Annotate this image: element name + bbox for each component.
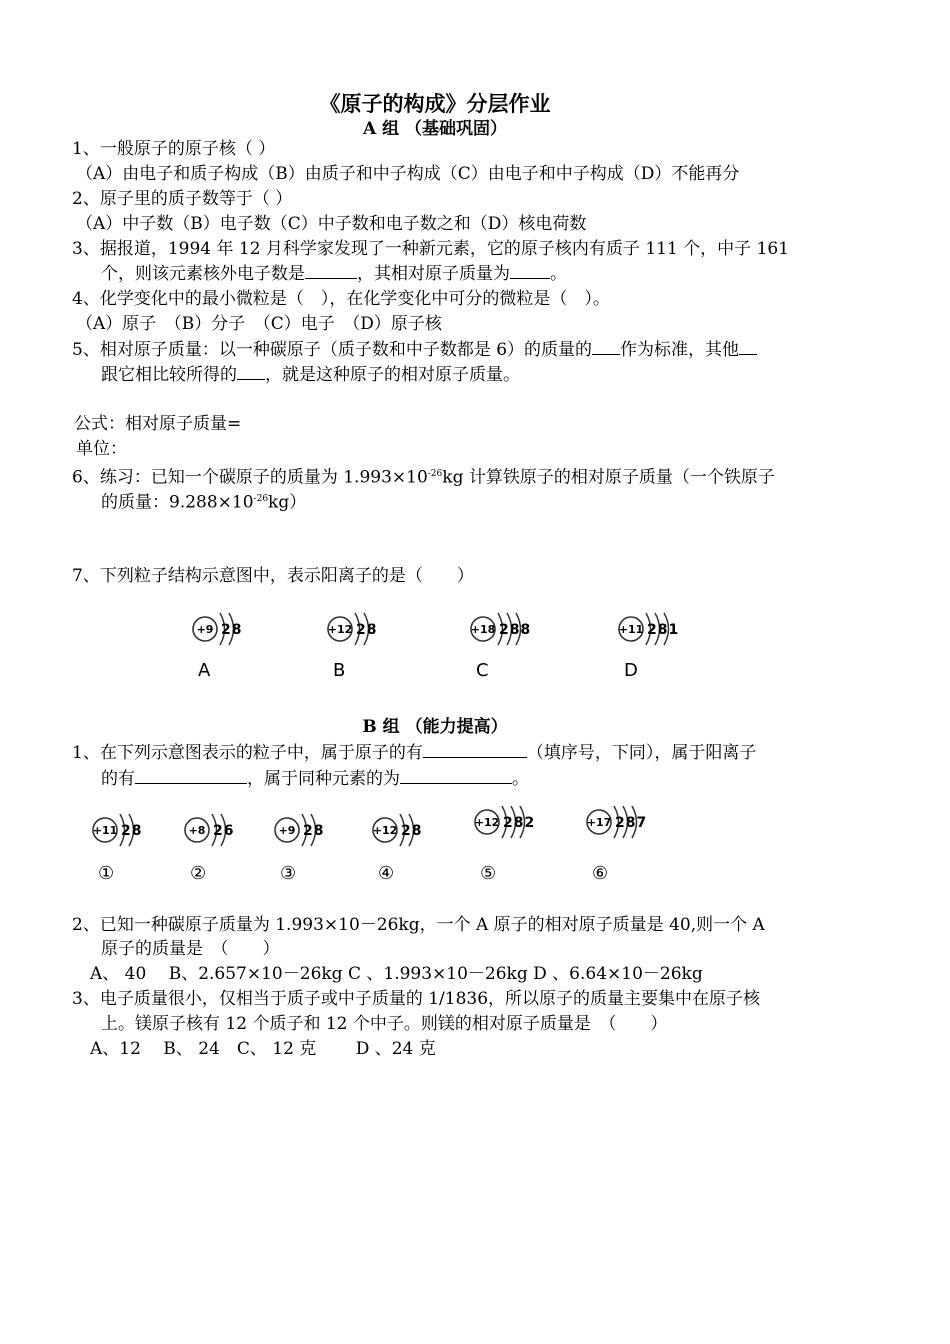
a-q5-line1 [72,338,757,361]
atom-diagram-graphic [584,797,665,847]
atom-diagram-graphic [90,805,162,855]
b-q1-blank-cations[interactable] [135,767,247,784]
b-q1-text-e: 。 [512,769,529,789]
a-q2-stem: 2、原子里的质子数等于（ ） [72,189,293,209]
nucleus-charge: +12 [327,623,353,636]
atom-diagram [90,805,162,884]
a-q1-stem: 1、一般原子的原子核（ ） [72,139,276,159]
electron-counts: 287 [615,815,648,831]
a-q5-text-b: 作为标准，其他 [620,340,740,360]
a-q6-exponent-2: -26 [253,494,269,504]
b-q3-line2: 上。镁原子核有 12 个质子和 12 个中子。则镁的相对原子质量是 （ ） [101,1014,668,1034]
a-q3-blank-mass[interactable] [510,262,550,279]
b-q1-text-d: ，属于同种元素的为 [247,769,400,789]
electron-counts: 28 [401,823,423,839]
b-q1-blank-same-element[interactable] [400,767,512,784]
atom-diagram [584,797,665,884]
electron-counts: 28 [356,622,378,638]
atom-diagram-label: ⑤ [480,863,497,884]
atom-diagram [472,797,553,884]
a-q6-text-c: 的质量：9.288×10 [101,492,254,513]
atom-diagram-graphic [272,805,344,855]
b-q3-line1: 3、电子质量很小，仅相当于质子或中子质量的 1/1836，所以原子的质量主要集中在原子核 [72,989,761,1009]
atom-diagram-label: ④ [378,863,395,884]
a-q4-stem: 4、化学变化中的最小微粒是（ ），在化学变化中可分的微粒是（ ）。 [72,289,610,309]
atom-diagram-graphic [325,604,397,654]
atom-diagram-label: A [198,660,211,681]
formula-line: 公式：相对原子质量= [74,414,242,434]
a-q5-line2 [101,363,520,386]
a-q3-text-a: 个，则该元素核外电子数是 [101,264,305,284]
b-q1-text-c: 的有 [101,769,135,789]
nucleus-charge: +11 [618,623,644,636]
a-q5-blank-2[interactable] [739,338,757,355]
a-q2-options: （A）中子数（B）电子数（C）中子数和电子数之和（D）核电荷数 [76,214,587,234]
nucleus-charge: +9 [278,824,296,837]
a-q3-line2 [101,262,567,285]
electron-counts: 281 [647,622,680,638]
atom-diagram-graphic [370,805,442,855]
b-q2-options: A、 40 B、2.657×10－26kg C 、1.993×10－26kg D 、6.64×10－26kg [90,964,703,984]
nucleus-charge: +11 [92,824,118,837]
a-q3-text-b: ，其相对原子质量为 [357,264,510,284]
atom-diagram-label: ② [190,863,207,884]
atom-diagram [182,805,254,884]
a-q3-blank-electrons[interactable] [305,262,357,279]
b-q2-line2: 原子的质量是 （ ） [101,939,280,959]
atom-diagram-label: B [333,660,346,681]
atom-diagram-label: ① [98,863,115,884]
b-q1-text-a: 1、在下列示意图表示的粒子中，属于原子的有 [72,743,423,763]
atom-diagram [370,805,442,884]
nucleus-charge: +12 [474,816,500,829]
b-q3-options: A、12 B、 24 C、 12 克 D 、24 克 [90,1039,436,1059]
nucleus-charge: +9 [196,623,214,636]
b-q1-text-b: （填序号，下同），属于阳离子 [526,743,757,763]
a-q6-text-b: kg 计算铁原子的相对原子质量（一个铁原子 [442,467,775,488]
nucleus-charge: +8 [188,824,206,837]
a-q3-text-c: 。 [550,264,567,284]
atom-diagram-graphic [472,797,553,847]
a-q3-line1: 3、据报道，1994 年 12 月科学家发现了一种新元素，它的原子核内有质子 111 个，中子 161 [72,239,790,259]
atom-diagram [190,604,262,681]
atom-diagram [616,604,697,681]
a-q1-options: （A）由电子和质子构成（B）由质子和中子构成（C）由电子和中子构成（D）不能再分 [76,164,740,184]
unit-line: 单位： [76,439,127,459]
b-q2-line1: 2、已知一种碳原子质量为 1.993×10－26kg，一个 A 原子的相对原子质量是 40,则一个 A [72,915,765,935]
atom-diagram-graphic [616,604,697,654]
b-q1-line2 [101,767,529,790]
group-b-heading: B 组 （能力提高） [362,717,508,737]
atom-diagram-graphic [468,604,549,654]
atom-diagram-graphic [182,805,254,855]
a-q5-text-d: ，就是这种原子的相对原子质量。 [265,365,520,385]
a-q6-exponent-1: -26 [427,469,443,479]
electron-counts: 28 [303,823,325,839]
electron-counts: 28 [221,622,243,638]
atom-diagram-label: D [624,660,638,681]
group-a-heading: A 组 （基础巩固） [362,119,508,139]
a-q5-blank-1[interactable] [592,338,620,355]
a-q5-text-a: 5、相对原子质量：以一种碳原子（质子数和中子数都是 6）的质量的 [72,340,593,360]
b-q1-blank-atoms[interactable] [423,741,527,758]
electron-counts: 28 [121,823,143,839]
atom-diagram [272,805,344,884]
a-q4-options: （A）原子 （B）分子 （C）电子 （D）原子核 [76,314,442,334]
atom-diagram-graphic [190,604,262,654]
a-q6-text-d: kg） [268,492,307,513]
a-q6-text-a: 6、练习：已知一个碳原子的质量为 1.993×10 [72,467,428,488]
atom-diagram-label: ③ [280,863,297,884]
a-q5-text-c: 跟它相比较所得的 [101,365,237,385]
a-q6-line2 [101,488,306,514]
b-q1-line1 [72,741,756,764]
electron-counts: 26 [213,823,235,839]
a-q6-line1 [72,463,775,489]
atom-diagram [325,604,397,681]
electron-counts: 282 [503,815,536,831]
nucleus-charge: +12 [372,824,398,837]
a-q5-blank-3[interactable] [237,363,265,380]
page-title: 《原子的构成》分层作业 [319,92,551,116]
atom-diagram-label: C [476,660,489,681]
nucleus-charge: +18 [470,623,496,636]
atom-diagram-label: ⑥ [592,863,609,884]
electron-counts: 288 [499,622,532,638]
a-q7-stem: 7、下列粒子结构示意图中，表示阳离子的是（ ） [72,566,474,586]
atom-diagram [468,604,549,681]
nucleus-charge: +17 [586,816,612,829]
